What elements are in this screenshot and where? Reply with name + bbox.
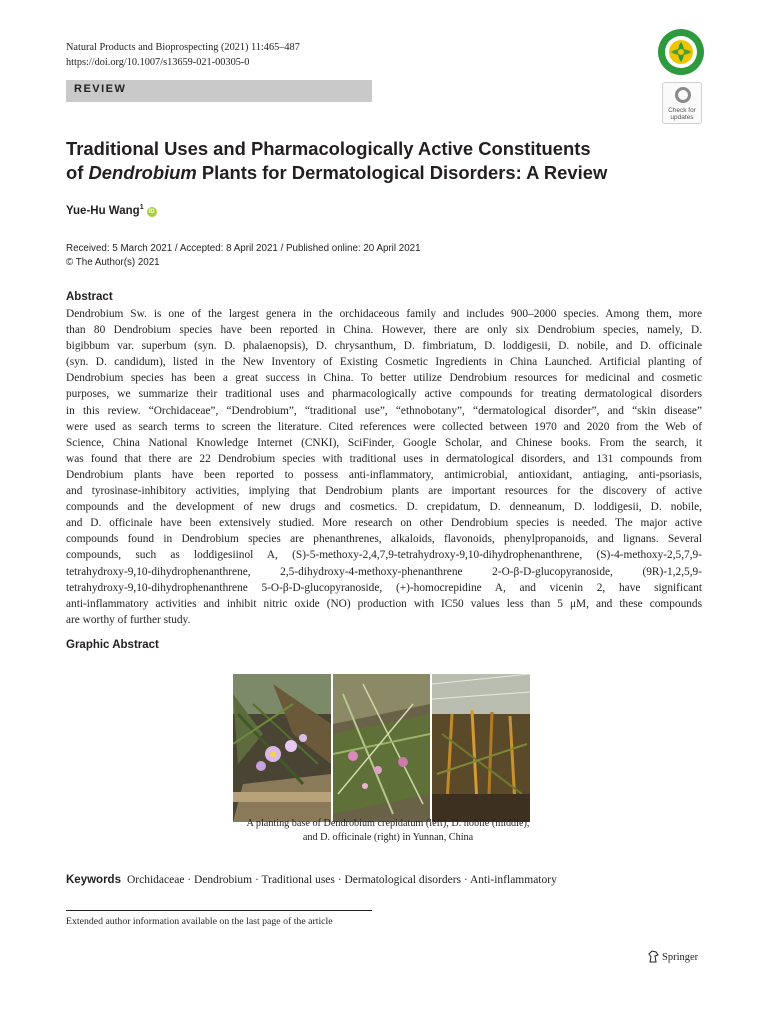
author-line: [66, 204, 157, 217]
journal-citation: Natural Products and Bioprospecting (2021) 11:465–487: [66, 42, 300, 53]
abstract-line: were used as search terms to screen the literature. Cited references were collected between 1970 and 2020 from the Web of: [66, 420, 702, 433]
keywords-line: [66, 874, 557, 886]
journal-header: [66, 40, 300, 70]
title-suffix: Plants for Dermatological Disorders: A Review: [196, 162, 608, 183]
publisher-mark: [648, 950, 698, 963]
keywords-list: Orchidaceae · Dendrobium · Traditional uses · Dermatological disorders · Anti-inflammatory: [126, 874, 557, 886]
journal-logo-icon: [657, 28, 705, 76]
footnote-divider: [66, 910, 372, 911]
article-type-label: REVIEW: [74, 83, 127, 95]
graphic-abstract-figure: [233, 674, 530, 822]
abstract-line: in this review. “Orchidaceae”, “Dendrobium”, “traditional use”, “ethnobotany”, “dermatological disorder”, and “skin disease”: [66, 404, 702, 417]
abstract-body: [66, 306, 702, 628]
affiliation-mark: 1: [139, 204, 144, 211]
title-prefix: of: [66, 162, 89, 183]
check-updates-label: Check for updates: [668, 107, 696, 121]
check-updates-icon: [675, 87, 691, 103]
abstract-heading: Abstract: [66, 291, 113, 303]
abstract-line: tetrahydroxy-9,10-dihydrophenanthrene 5-O-β-D-glucopyranoside, (+)-homocrepidine A, and vicenin 2, have significant: [66, 581, 702, 594]
publication-dates: [66, 242, 421, 270]
copyright-notice: © The Author(s) 2021: [66, 257, 160, 268]
abstract-line: are worthy of further study.: [66, 613, 191, 626]
check-for-updates-button[interactable]: [662, 82, 702, 124]
author-name[interactable]: Yue-Hu Wang: [66, 204, 140, 217]
abstract-line: bigibbum var. superbum (syn. D. phalaenopsis), D. chrysanthum, D. fimbriatum, D. loddigesii, D. nobile, and D. officinale: [66, 340, 702, 353]
springer-horse-icon: [648, 950, 659, 963]
caption-line-1: A planting base of Dendrobium crepidatum (left), D. nobile (middle),: [246, 818, 530, 829]
title-line-1: Traditional Uses and Pharmacologically Active Constituents: [66, 138, 591, 159]
graphic-abstract-heading: Graphic Abstract: [66, 639, 159, 651]
graphic-abstract-caption: [233, 817, 543, 845]
photo-dendrobium-officinale: [432, 674, 530, 822]
abstract-line: tetrahydroxy-9,10-dihydrophenanthrene, 2,5-dihydroxy-4-methoxy-phenanthrene 2-O-β-D-glucopyranoside, (9R)-1,2,5,9-: [66, 565, 702, 578]
footnote: Extended author information available on the last page of the article: [66, 916, 333, 927]
abstract-line: and tyrosinase-inhibitory activities, implying that Dendrobium plants are important resources for the discovery of active: [66, 485, 702, 498]
doi-link[interactable]: https://doi.org/10.1007/s13659-021-00305-0: [66, 57, 250, 68]
abstract-line: Science, China National Knowledge Internet (CNKI), SciFinder, Google Scholar, and Chinese books. From the search, it: [66, 436, 702, 449]
article-title: [66, 137, 666, 185]
orcid-icon[interactable]: iD: [148, 208, 155, 215]
title-line-2: [66, 161, 666, 185]
abstract-line: was found that there are 22 Dendrobium species with traditional uses in dermatological disorders, and 131 compounds from: [66, 452, 702, 465]
caption-line-2: and D. officinale (right) in Yunnan, China: [302, 832, 474, 843]
abstract-line: Dendrobium species has been a great success in China. To better utilize Dendrobium resources for medicinal and cosmetic: [66, 372, 702, 385]
article-type-banner: [66, 80, 372, 102]
abstract-line: (syn. D. candidum), listed in the New Inventory of Existing Cosmetic Ingredients in China Launched. Artificial planting of: [66, 356, 702, 369]
abstract-line: compounds and the development of new drugs and cosmetics. D. crepidatum, D. denneanum, D. loddigesii, D. nobile,: [66, 501, 702, 514]
abstract-line: purposes, we summarize their traditional uses and pharmacologically active compounds for treating dermatological disorders: [66, 388, 702, 401]
photo-dendrobium-crepidatum: [233, 674, 331, 822]
keywords-label: Keywords: [66, 874, 121, 886]
history-dates: Received: 5 March 2021 / Accepted: 8 April 2021 / Published online: 20 April 2021: [66, 243, 421, 254]
abstract-line: than 80 Dendrobium species have been reported in China. However, there are only six Dendrobium species, namely, D.: [66, 324, 702, 337]
photo-dendrobium-nobile: [333, 674, 430, 822]
abstract-line: compounds, such as loddigesiinol A, (S)-5-methoxy-2,4,7,9-tetrahydroxy-9,10-dihydrophenanthrene, (S)-4-methoxy-2,5,7,9-: [66, 549, 702, 562]
abstract-line: anti-inflammatory activities and inhibit nitric oxide (NO) production with IC50 values less than 5 μM, and these compounds: [66, 597, 702, 610]
abstract-line: and D. officinale have been extensively studied. More research on other Dendrobium species is needed. The major active: [66, 517, 702, 530]
title-genus: Dendrobium: [88, 162, 197, 183]
abstract-line: Dendrobium plants have been reported to possess anti-inflammatory, antimicrobial, antioxidant, antiaging, anti-psoriasis,: [66, 468, 702, 481]
abstract-line: Dendrobium Sw. is one of the largest genera in the orchidaceous family and includes 900–2000 species. Among them, more: [66, 308, 702, 320]
abstract-line: compounds found in Dendrobium species are phenanthrenes, alkaloids, flavonoids, phenylpropanoids, and lignans. Several: [66, 533, 702, 546]
publisher-name: Springer: [662, 952, 699, 963]
